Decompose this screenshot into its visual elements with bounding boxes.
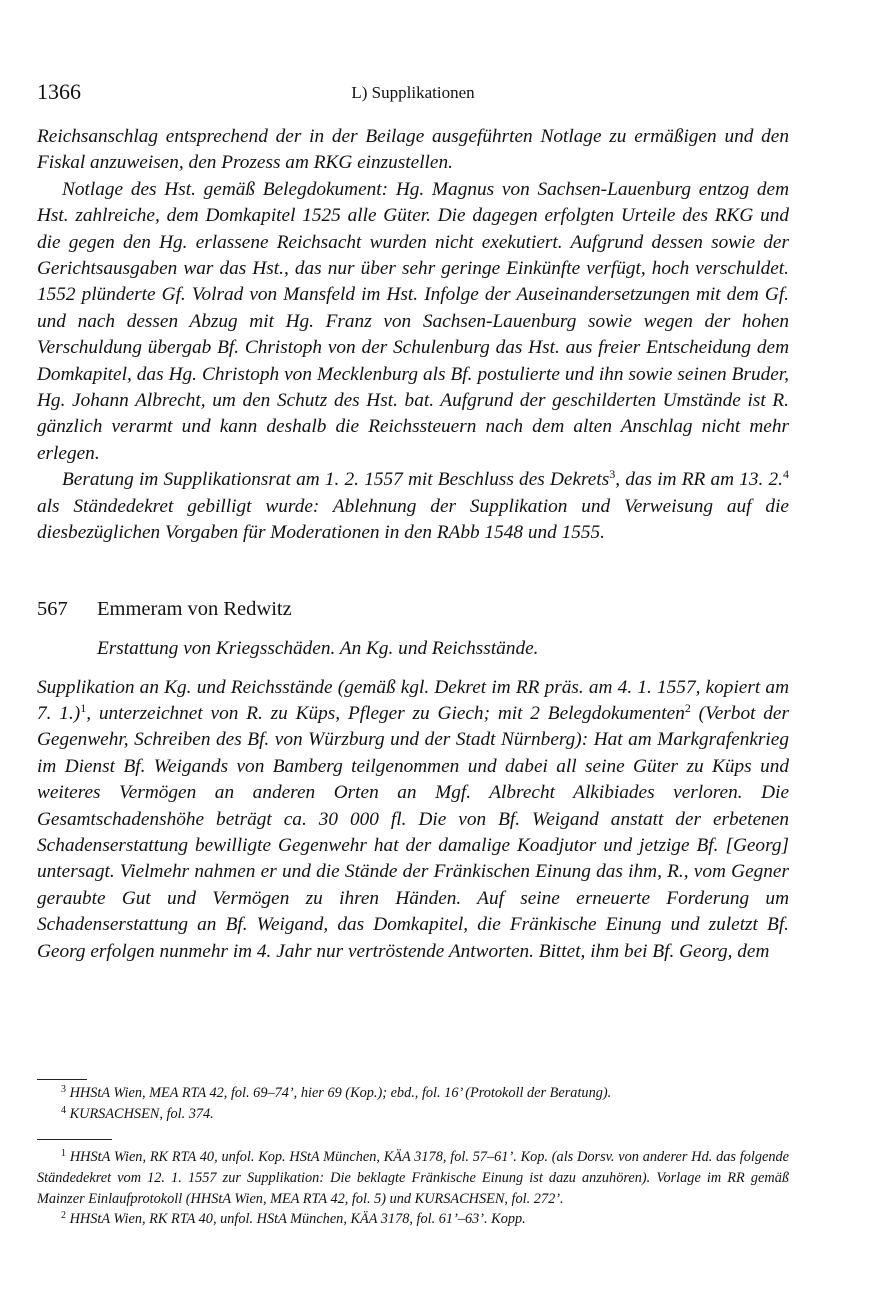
paragraph-continued: Reichsanschlag entsprechend der in der Beilage ausgeführten Notlage zu ermäßigen und den Fiskal anzuweisen, den Prozess am RKG einzustellen. [37, 126, 789, 174]
text-run: , das im RR am 13. 2. [615, 469, 783, 491]
footnote [37, 1209, 789, 1230]
footnote-text: KURSACHSEN, fol. 374. [69, 1105, 214, 1122]
footnote-number: 1 [61, 1148, 66, 1159]
footnotes-numbered-a [37, 1083, 789, 1125]
paragraph-beratung [37, 467, 789, 546]
footnote-number: 4 [61, 1104, 66, 1116]
footnote [37, 1147, 789, 1209]
footnote-separator [37, 1139, 112, 1140]
entry-heading [37, 595, 789, 623]
footnote-ref[interactable]: 2 [684, 700, 691, 715]
page-number: 1366 [37, 79, 81, 104]
paragraph-supplikation [37, 675, 789, 965]
page-header [37, 79, 789, 109]
footnotes-numbered-b [37, 1147, 789, 1230]
footnote-ref[interactable]: 3 [609, 467, 616, 482]
footnote-ref[interactable]: 1 [80, 700, 87, 715]
footnote-text: HHStA Wien, RK RTA 40, unfol. Kop. HStA München, KÄA 3178, fol. 57–61’. Kop. (als Dorsv. von anderer Hd. das folgende Ständedekret vom 12. 1. 1557 zur Supplikation: Die beklagte Fränkische Einung ist dazu anzuhören). Vorlage im RR gemäß Mainzer Einlaufprotokoll (HHStA Wien, MEA RTA 42, fol. 5) und KURSACHSEN, fol. 272’. [37, 1149, 790, 1207]
paragraph-notlage: Notlage des Hst. gemäß Belegdokument: Hg. Magnus von Sachsen-Lauenburg entzog dem Hst. zahlreiche, dem Domkapitel 1525 alle Güter. Die dagegen erfolgten Urteile des RKG und die gegen den Hg. erlassene Reichsacht wurden nicht exekutiert. Aufgrund dessen sowie der Gerichtsausgaben war das Hst., das nur über sehr geringe Einkünfte verfügt, hoch verschuldet. 1552 plünderte Gf. Volrad von Mansfeld im Hst. Infolge der Auseinandersetzungen mit dem Gf. und nach dessen Abzug mit Hg. Franz von Sachsen-Lauenburg sowie wegen der hohen Verschuldung übergab Bf. Christoph von der Schulenburg das Hst. aus freier Entscheidung dem Domkapitel, das Hg. Christoph von Mecklenburg als Bf. postulierte und ihn sowie seinen Bruder, Hg. Johann Albrecht, um den Schutz des Hst. bat. Aufgrund der geschilderten Umstände ist R. gänzlich verarmt und kann deshalb die Reichssteuern nach dem alten Anschlag nicht mehr erlegen. [37, 178, 789, 464]
entry-subtitle: Erstattung von Kriegsschäden. An Kg. und Reichsstände. [97, 637, 539, 659]
footnote-text: HHStA Wien, MEA RTA 42, fol. 69–74’, hier 69 (Kop.); ebd., fol. 16’ (Protokoll der Beratung). [69, 1085, 612, 1101]
footnote-number: 3 [61, 1084, 66, 1095]
entry-name: Emmeram von Redwitz [97, 597, 292, 620]
footnote [37, 1083, 789, 1104]
footnote-separator [37, 1079, 87, 1080]
footnote-number: 2 [61, 1210, 66, 1222]
text-run: als Ständedekret gebilligt wurde: Ablehnung der Supplikation und Verweisung auf die diesbezüglichen Vorgaben für Moderationen in den RAbb 1548 und 1555. [37, 495, 789, 544]
footnote [37, 1104, 789, 1125]
text-run: (Verbot der Gegenwehr, Schreiben des Bf. von Würzburg und der Stadt Nürnberg): Hat am Markgrafenkrieg im Dienst Bf. Weigands von Bamberg teilgenommen und dabei all seine Güter zu Küps und weiteres Vermögen an anderen Orten an Mgf. Albrecht Alkibiades verloren. Die Gesamtschadenshöhe beträgt ca. 30 000 fl. Die von Bf. Weigand anstatt der erbetenen Schadenserstattung bewilligte Gegenwehr hat der damalige Koadjutor und jetzige Bf. [Georg] untersagt. Vielmehr nahmen er und die Stände der Fränkischen Einung das ihm, R., vom Gegner geraubte Gut und Vermögen zu ihren Händen. Auf seine erneuerte Forderung um Schadenserstattung an Bf. Weigand, das Domkapitel, die Fränkische Einung und zuletzt Bf. Georg erfolgen nunmehr im 4. Jahr nur vertröstende Antworten. Bittet, ihm bei Bf. Georg, dem [37, 702, 789, 962]
text-run: , unterzeichnet von R. zu Küps, Pfleger zu Giech; mit 2 Belegdokumenten [86, 702, 685, 724]
running-title: L) Supplikationen [351, 83, 475, 102]
text-run: Beratung im Supplikationsrat am 1. 2. 1557 mit Beschluss des Dekrets [62, 469, 610, 491]
entry-number: 567 [37, 597, 68, 620]
text-run: Supplikation an Kg. und Reichsstände (gemäß kgl. Dekret im RR präs. am 4. 1. 1557, kopiert am 7. 1.) [37, 676, 789, 724]
main-text [37, 124, 789, 965]
footnote-text: HHStA Wien, RK RTA 40, unfol. HStA München, KÄA 3178, fol. 61’–63’. Kopp. [69, 1211, 526, 1228]
footnote-ref[interactable]: 4 [783, 467, 789, 482]
